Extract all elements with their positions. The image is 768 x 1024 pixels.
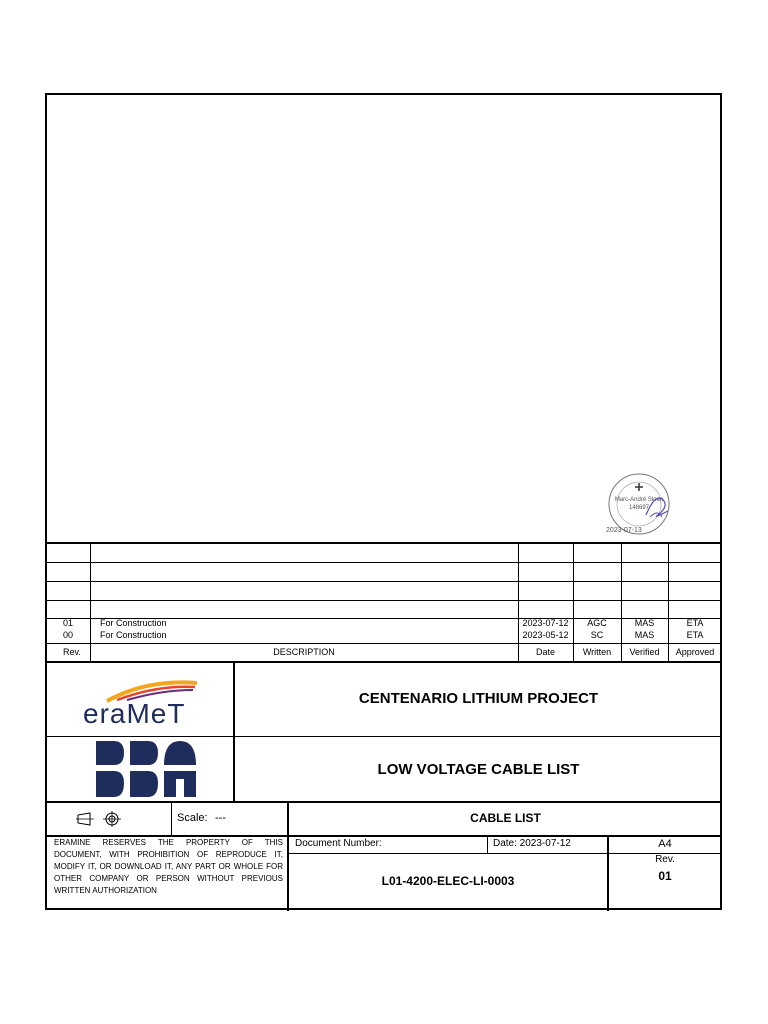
- project-title: CENTENARIO LITHIUM PROJECT: [358, 690, 599, 707]
- description-cell: For Construction: [100, 618, 167, 628]
- verified-header: Verified: [629, 647, 660, 657]
- stamp-date: 2023-07-13: [606, 527, 642, 534]
- approved-cell: ETA: [686, 630, 704, 640]
- svg-text:Marc-André Sloan: Marc-André Sloan: [614, 497, 664, 503]
- date-header: Date: [535, 647, 555, 657]
- date-cell: 2023-05-12: [522, 630, 569, 640]
- written-cell: SC: [590, 630, 604, 640]
- cable-list-label: CABLE LIST: [470, 811, 541, 825]
- written-cell: AGC: [587, 618, 607, 628]
- rev-cell: 00: [63, 630, 74, 640]
- description-header: DESCRIPTION: [273, 647, 335, 657]
- document-number: L01-4200-ELEC-LI-0003: [381, 874, 515, 888]
- description-cell: For Construction: [100, 630, 167, 640]
- verified-cell: MAS: [634, 630, 655, 640]
- approved-cell: ETA: [686, 618, 704, 628]
- rev-label: Rev.: [655, 854, 675, 865]
- scale-value: ---: [215, 812, 226, 824]
- eramet-wordmark: eraMeT: [83, 698, 186, 729]
- verified-cell: MAS: [634, 618, 655, 628]
- rev-cell: 01: [63, 618, 74, 628]
- drawing-frame: [45, 93, 722, 910]
- copyright-disclaimer: ERAMINE RESERVES THE PROPERTY OF THIS DOCUMENT, WITH PROHIBITION OF REPRODUCE IT, MODIFY IT, OR DOWNLOAD IT, ANY PART OR WHOLE FOR OTHER COMPANY OR PERSON WITHOUT PREVIOUS WRITTEN AUTHORIZATION: [54, 838, 283, 895]
- paper-size: A4: [658, 838, 672, 850]
- scale-label: Scale:: [177, 812, 208, 824]
- rev-header: Rev.: [63, 647, 81, 657]
- rev-value: 01: [658, 869, 672, 883]
- date-label: Date: 2023-07-12: [493, 838, 571, 849]
- svg-text:148697: 148697: [628, 505, 650, 511]
- written-header: Written: [582, 647, 612, 657]
- date-cell: 2023-07-12: [522, 618, 569, 628]
- document-number-label: Document Number:: [295, 838, 382, 849]
- projection-symbol-icon: [76, 811, 124, 827]
- approved-header: Approved: [675, 647, 715, 657]
- bba-logo: [94, 739, 198, 799]
- document-title: LOW VOLTAGE CABLE LIST: [377, 761, 580, 778]
